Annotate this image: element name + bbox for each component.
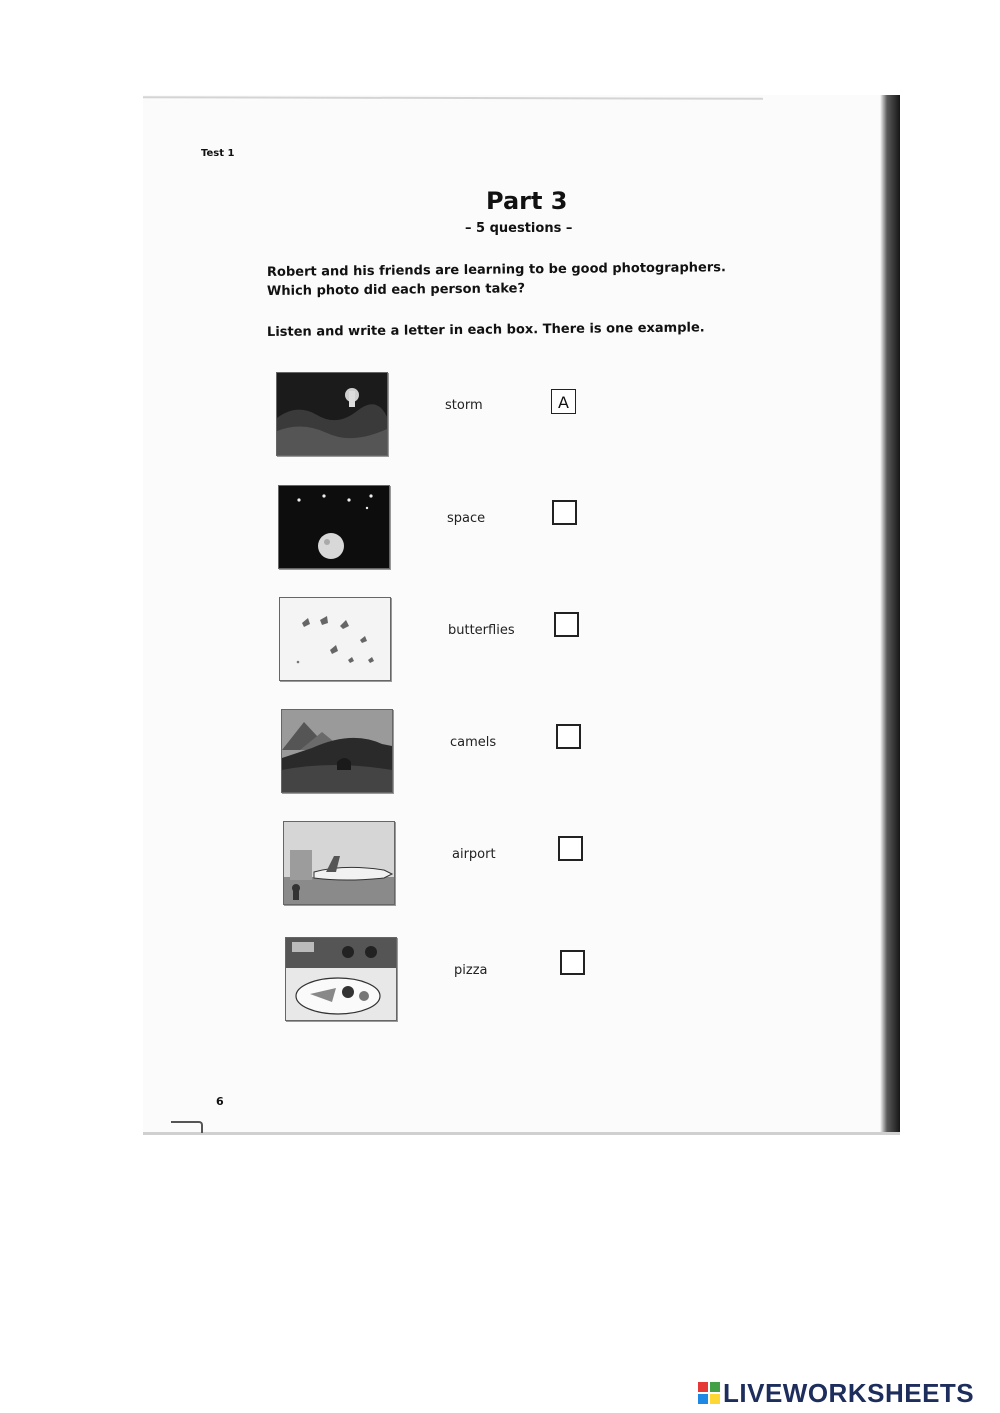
page-bottom-edge: [143, 1132, 900, 1135]
test-label: Test 1: [201, 148, 235, 159]
word-storm: storm: [445, 398, 483, 413]
word-space: space: [447, 511, 486, 526]
instruction-line-2: Which photo did each person take?: [266, 281, 526, 299]
question-row: [143, 937, 900, 1027]
butterflies-photo: [279, 597, 391, 681]
answer-box-space[interactable]: [552, 500, 577, 525]
page-number: 6: [216, 1095, 224, 1108]
storm-photo: [276, 372, 388, 456]
answer-box-pizza[interactable]: [560, 950, 585, 975]
question-row: [143, 485, 900, 575]
answer-box-camels[interactable]: [556, 724, 581, 749]
scanned-page: [143, 95, 900, 1135]
liveworksheets-logo-icon: [698, 1382, 720, 1404]
word-pizza: pizza: [454, 963, 488, 978]
page-corner-mark: [171, 1121, 203, 1133]
part-subtitle: – 5 questions –: [465, 221, 573, 236]
word-butterflies: butterflies: [448, 623, 515, 638]
camels-photo: [281, 709, 393, 793]
question-row: [143, 821, 900, 911]
answer-box-butterflies[interactable]: [554, 612, 579, 637]
instruction-line-3: Listen and write a letter in each box. There is one example.: [266, 320, 705, 340]
liveworksheets-logo-text: LIVEWORKSHEETS: [723, 1377, 975, 1408]
pizza-photo: [285, 937, 397, 1021]
part-title: Part 3: [486, 187, 568, 215]
page-top-edge: [143, 96, 763, 100]
airport-photo: [283, 821, 395, 905]
instruction-line-1: Robert and his friends are learning to be good photographers.: [266, 260, 726, 280]
liveworksheets-logo[interactable]: [698, 1376, 974, 1410]
answer-box-airport[interactable]: [558, 836, 583, 861]
question-row: [143, 372, 900, 462]
question-row: [143, 709, 900, 799]
question-row: [143, 597, 900, 687]
word-camels: camels: [450, 735, 497, 750]
answer-box-storm[interactable]: A: [551, 389, 576, 414]
word-airport: airport: [452, 847, 496, 862]
space-photo: [278, 485, 390, 569]
